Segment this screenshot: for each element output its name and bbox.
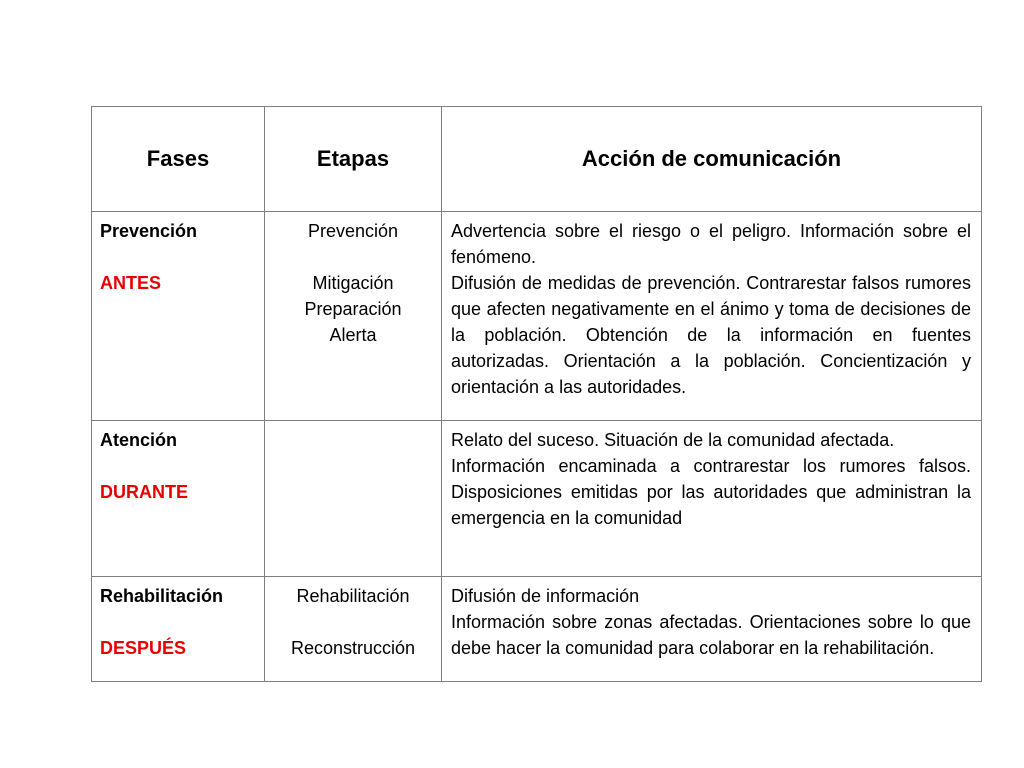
phase-cell [92,421,265,577]
stage-item: Preparación [304,299,402,319]
stages-cell [265,577,442,682]
phase-cell [92,212,265,421]
communication-phases-table [91,106,982,682]
header-etapas: Etapas [265,107,442,212]
phase-when: DESPUÉS [100,638,187,658]
action-cell [442,577,982,682]
action-paragraph: Información encaminada a contrarestar los rumores falsos. Disposiciones emitidas por las autoridades que administran la emergencia en la comunidad [451,456,971,528]
phase-cell [92,577,265,682]
stage-item: Reconstrucción [290,638,416,658]
action-paragraph: Relato del suceso. Situación de la comunidad afectada. [451,430,895,450]
action-cell [442,212,982,421]
table-row [92,212,982,421]
action-paragraph: Información sobre zonas afectadas. Orientaciones sobre lo que debe hacer la comunidad para colaborar en la rehabilitación. [451,612,971,658]
stage-item: Mitigación [312,273,394,293]
phase-when: ANTES [100,273,162,293]
phase-name: Prevención [100,221,198,241]
table-row [92,421,982,577]
stages-cell [265,421,442,577]
stages-cell [265,212,442,421]
phase-name: Rehabilitación [100,586,224,606]
action-paragraph: Advertencia sobre el riesgo o el peligro. Información sobre el fenómeno. [451,221,971,267]
header-accion: Acción de comunicación [442,107,982,212]
action-cell [442,421,982,577]
stage-item: Rehabilitación [296,586,410,606]
table-row [92,577,982,682]
stage-item: Prevención [307,221,399,241]
phase-name: Atención [100,430,178,450]
table-header-row [92,107,982,212]
action-paragraph: Difusión de información [451,586,640,606]
stage-item: Alerta [329,325,377,345]
action-paragraph: Difusión de medidas de prevención. Contrarestar falsos rumores que afecten negativamente en el ánimo y toma de decisiones de la población. Obtención de la información en fuentes autorizadas. Orientación a la población. Concientización y orientación a las autoridades. [451,273,971,397]
phase-when: DURANTE [100,482,188,502]
header-fases: Fases [92,107,265,212]
